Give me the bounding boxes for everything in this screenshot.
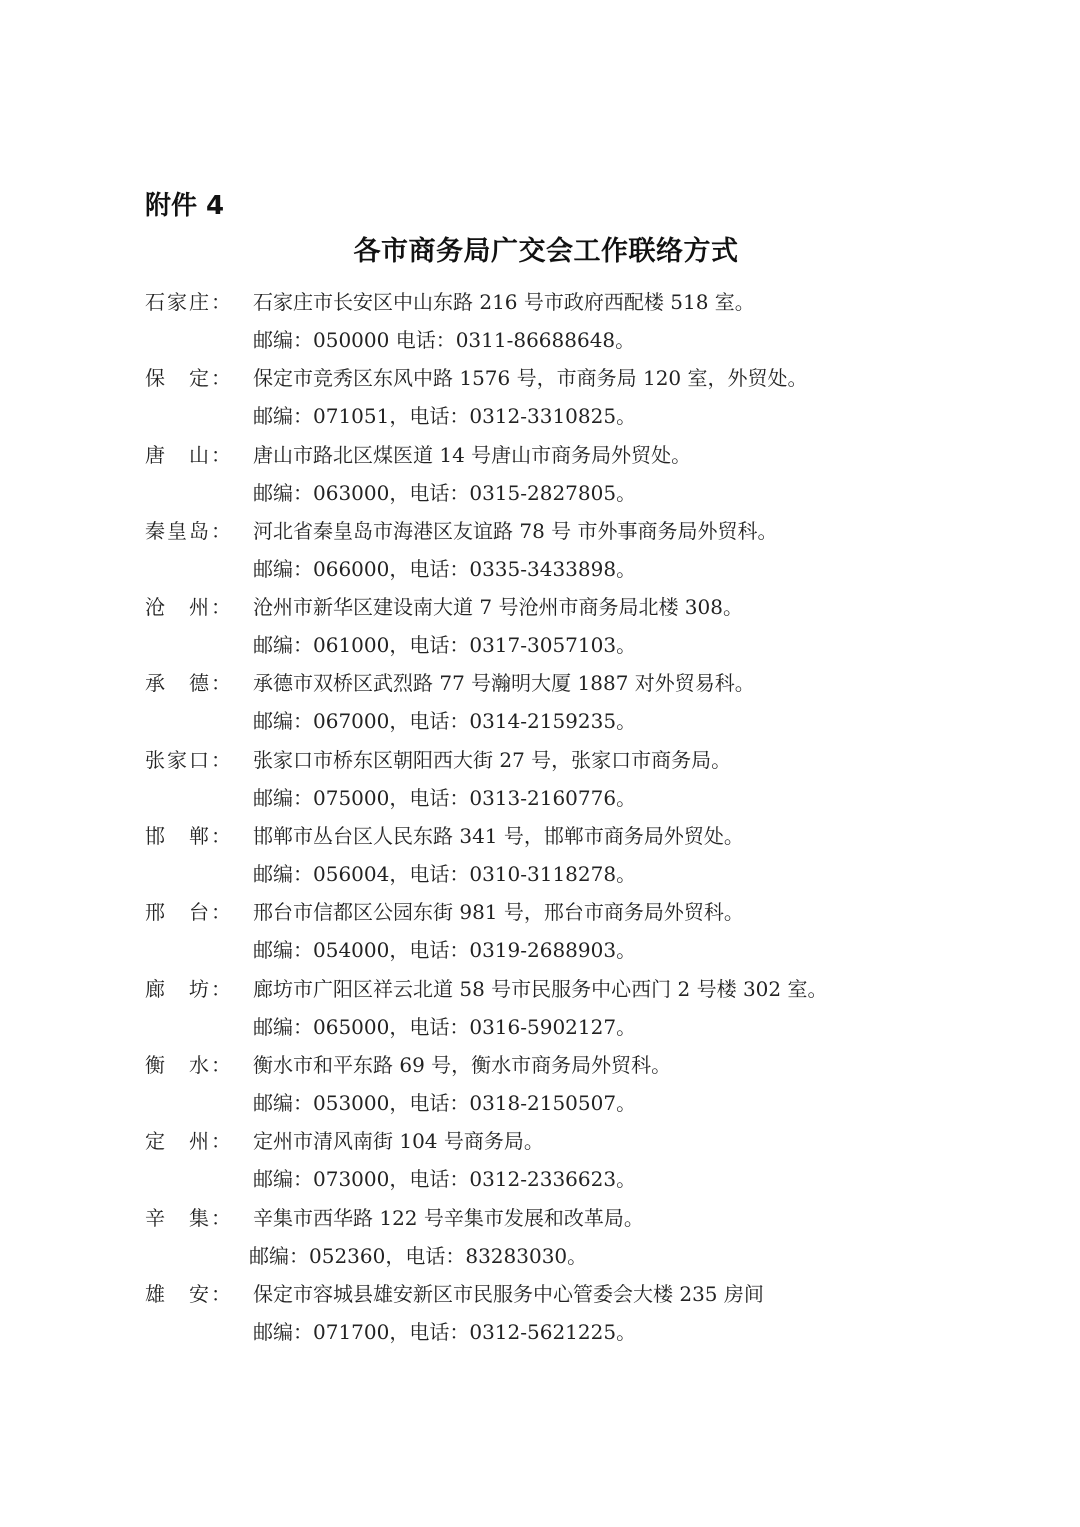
address-line: 石家庄市长安区中山东路 216 号市政府西配楼 518 室。 [253,290,755,314]
postal-phone-line: 邮编：066000，电话：0335-3433898。 [253,556,637,581]
city-char: 山 [189,442,209,467]
address-line: 定州市清风南街 104 号商务局。 [253,1129,544,1154]
postal-phone-line: 邮编：061000，电话：0317-3057103。 [253,633,637,658]
city-name [145,893,245,931]
city-char: 秦 [145,518,165,543]
city-char: 张 [145,747,165,772]
city-colon: ： [211,442,231,467]
city-colon: ： [211,518,231,543]
address-line: 衡水市和平东路 69 号，衡水市商务局外贸科。 [253,1052,672,1077]
city-char: 辛 [145,1205,165,1230]
postal-phone-line: 邮编：071700，电话：0312-5621225。 [253,1319,637,1344]
postal-phone-line: 邮编：053000，电话：0318-2150507。 [253,1090,637,1115]
postal-phone-line: 邮编：075000，电话：0313-2160776。 [253,785,637,810]
address-line: 辛集市西华路 122 号辛集市发展和改革局。 [253,1205,644,1230]
contact-entry [145,970,1025,1046]
contact-entry [145,283,1025,359]
city-char: 邯 [145,824,165,849]
contact-entry [145,664,1025,740]
city-colon: ： [211,824,231,849]
city-char: 定 [189,366,209,391]
postal-phone-line: 邮编：073000，电话：0312-2336623。 [253,1167,637,1192]
city-name [145,1275,245,1313]
city-char: 安 [189,1281,209,1306]
city-name [145,741,245,779]
city-colon: ： [211,595,231,620]
contact-entry [145,817,1025,893]
city-char: 家 [167,290,187,314]
city-name [145,436,245,474]
city-char: 州 [189,595,209,620]
city-colon: ： [211,671,231,696]
city-char: 承 [145,671,165,696]
city-char: 坊 [189,976,209,1001]
address-line: 保定市容城县雄安新区市民服务中心管委会大楼 235 房间 [253,1281,764,1306]
contact-entry [145,893,1025,969]
postal-phone-line: 邮编：067000，电话：0314-2159235。 [253,709,637,734]
city-char: 集 [189,1205,209,1230]
contact-entry [145,1199,1025,1275]
city-char: 廊 [145,976,165,1001]
address-line: 河北省秦皇岛市海港区友谊路 78 号 市外事商务局外贸科。 [253,518,778,543]
city-char: 郸 [189,824,209,849]
city-name [145,588,245,626]
contact-entry [145,588,1025,664]
postal-phone-line: 邮编：056004，电话：0310-3118278。 [253,862,637,887]
postal-phone-line: 邮编：050000 电话：0311-86688648。 [253,328,636,352]
city-name [145,359,245,397]
contact-entry [145,512,1025,588]
city-colon: ： [211,747,231,772]
contact-entry [145,741,1025,817]
city-char: 保 [145,366,165,391]
postal-phone-line: 邮编：054000，电话：0319-2688903。 [253,938,637,963]
contact-entry [145,359,1025,435]
city-name [145,970,245,1008]
city-name [145,1199,245,1237]
city-char: 家 [167,747,187,772]
address-line: 廊坊市广阳区祥云北道 58 号市民服务中心西门 2 号楼 302 室。 [253,976,828,1001]
city-colon: ： [211,1129,231,1154]
city-colon: ： [211,1052,231,1077]
city-colon: ： [211,290,231,314]
postal-phone-line: 邮编：071051，电话：0312-3310825。 [253,404,637,429]
address-line: 承德市双桥区武烈路 77 号瀚明大厦 1887 对外贸易科。 [253,671,755,696]
city-char: 水 [189,1052,209,1077]
postal-phone-line: 邮编：063000，电话：0315-2827805。 [253,480,637,505]
address-line: 张家口市桥东区朝阳西大街 27 号，张家口市商务局。 [253,747,732,772]
city-char: 唐 [145,442,165,467]
city-char: 庄 [189,290,209,314]
city-colon: ： [211,366,231,391]
contact-entry [145,1046,1025,1122]
city-char: 雄 [145,1281,165,1306]
address-line: 保定市竞秀区东风中路 1576 号，市商务局 120 室，外贸处。 [253,366,808,391]
city-name [145,283,245,321]
city-name [145,664,245,702]
city-char: 岛 [189,518,209,543]
city-colon: ： [211,1205,231,1230]
city-name [145,1046,245,1084]
contact-list [145,283,1025,1351]
contact-entry [145,436,1025,512]
city-char: 德 [189,671,209,696]
address-line: 唐山市路北区煤医道 14 号唐山市商务局外贸处。 [253,442,692,467]
city-name [145,512,245,550]
postal-phone-line: 邮编：065000，电话：0316-5902127。 [253,1014,637,1039]
contact-entry [145,1275,1025,1351]
city-char: 沧 [145,595,165,620]
postal-phone-line: 邮编：052360，电话：83283030。 [249,1243,588,1268]
city-colon: ： [211,900,231,925]
address-line: 邢台市信都区公园东街 981 号，邢台市商务局外贸科。 [253,900,744,925]
address-line: 邯郸市丛台区人民东路 341 号，邯郸市商务局外贸处。 [253,824,744,849]
city-name [145,817,245,855]
city-colon: ： [211,1281,231,1306]
city-char: 定 [145,1129,165,1154]
contact-entry [145,1122,1025,1198]
city-char: 邢 [145,900,165,925]
city-name [145,1122,245,1160]
attachment-label: 附件 4 [145,191,225,221]
address-line: 沧州市新华区建设南大道 7 号沧州市商务局北楼 308。 [253,595,743,620]
city-colon: ： [211,976,231,1001]
city-char: 口 [189,747,209,772]
city-char: 石 [145,290,165,314]
city-char: 衡 [145,1052,165,1077]
page-title: 各市商务局广交会工作联络方式 [353,236,739,267]
city-char: 台 [189,900,209,925]
city-char: 州 [189,1129,209,1154]
city-char: 皇 [167,518,187,543]
